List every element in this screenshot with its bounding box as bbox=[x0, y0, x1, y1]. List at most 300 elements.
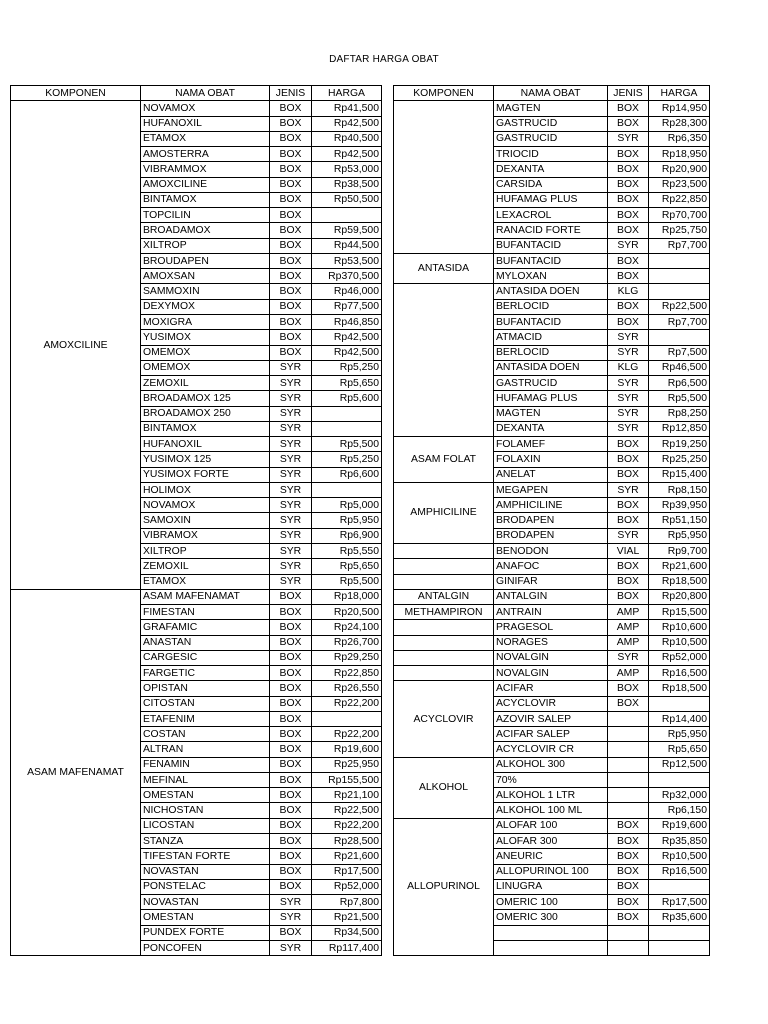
nama-obat-cell: ANTALGIN bbox=[494, 589, 608, 604]
jenis-cell: SYR bbox=[270, 543, 312, 558]
jenis-cell: SYR bbox=[270, 360, 312, 375]
jenis-cell: BOX bbox=[270, 162, 312, 177]
nama-obat-cell: PONSTELAC bbox=[141, 879, 270, 894]
nama-obat-cell: BRODAPEN bbox=[494, 528, 608, 543]
nama-obat-cell: YUSIMOX FORTE bbox=[141, 467, 270, 482]
header-komponen: KOMPONEN bbox=[11, 86, 141, 101]
nama-obat-cell: YUSIMOX bbox=[141, 330, 270, 345]
jenis-cell: BOX bbox=[270, 834, 312, 849]
jenis-cell: BOX bbox=[270, 330, 312, 345]
jenis-cell: BOX bbox=[270, 788, 312, 803]
harga-cell: Rp6,350 bbox=[649, 131, 710, 146]
price-table-right bbox=[393, 85, 710, 956]
jenis-cell: BOX bbox=[270, 849, 312, 864]
table-row bbox=[394, 757, 710, 772]
table-row bbox=[394, 284, 710, 299]
harga-cell: Rp28,300 bbox=[649, 116, 710, 131]
table-row bbox=[394, 543, 710, 558]
komponen-cell bbox=[394, 574, 494, 589]
nama-obat-cell: MEFINAL bbox=[141, 772, 270, 787]
nama-obat-cell: BINTAMOX bbox=[141, 192, 270, 207]
harga-cell: Rp50,500 bbox=[312, 192, 382, 207]
harga-cell: Rp44,500 bbox=[312, 238, 382, 253]
jenis-cell: BOX bbox=[270, 803, 312, 818]
harga-cell: Rp10,600 bbox=[649, 620, 710, 635]
jenis-cell: BOX bbox=[270, 742, 312, 757]
jenis-cell: SYR bbox=[270, 910, 312, 925]
jenis-cell: BOX bbox=[270, 666, 312, 681]
jenis-cell: BOX bbox=[270, 208, 312, 223]
komponen-cell: ALLOPURINOL bbox=[394, 818, 494, 955]
header-row bbox=[394, 86, 710, 101]
harga-cell: Rp19,250 bbox=[649, 437, 710, 452]
nama-obat-cell: STANZA bbox=[141, 834, 270, 849]
harga-cell: Rp52,000 bbox=[312, 879, 382, 894]
harga-cell bbox=[649, 269, 710, 284]
jenis-cell: SYR bbox=[608, 376, 649, 391]
harga-cell: Rp7,700 bbox=[649, 314, 710, 329]
komponen-cell: ALKOHOL bbox=[394, 757, 494, 818]
nama-obat-cell: FOLAMEF bbox=[494, 437, 608, 452]
nama-obat-cell: LINUGRA bbox=[494, 879, 608, 894]
table-row bbox=[394, 620, 710, 635]
jenis-cell: BOX bbox=[608, 269, 649, 284]
harga-cell: Rp19,600 bbox=[312, 742, 382, 757]
nama-obat-cell: BUFANTACID bbox=[494, 314, 608, 329]
harga-cell: Rp117,400 bbox=[312, 940, 382, 955]
nama-obat-cell: AMOXSAN bbox=[141, 269, 270, 284]
nama-obat-cell: OMERIC 300 bbox=[494, 910, 608, 925]
jenis-cell: BOX bbox=[270, 772, 312, 787]
jenis-cell: BOX bbox=[608, 895, 649, 910]
jenis-cell: BOX bbox=[270, 299, 312, 314]
komponen-cell bbox=[394, 635, 494, 650]
nama-obat-cell: GASTRUCID bbox=[494, 116, 608, 131]
header-harga: HARGA bbox=[312, 86, 382, 101]
nama-obat-cell: ACIFAR bbox=[494, 681, 608, 696]
nama-obat-cell: PONCOFEN bbox=[141, 940, 270, 955]
jenis-cell: BOX bbox=[608, 223, 649, 238]
nama-obat-cell: GRAFAMIC bbox=[141, 620, 270, 635]
nama-obat-cell: MEGAPEN bbox=[494, 482, 608, 497]
jenis-cell: BOX bbox=[608, 101, 649, 116]
harga-cell: Rp5,950 bbox=[649, 727, 710, 742]
nama-obat-cell: ACYCLOVIR bbox=[494, 696, 608, 711]
nama-obat-cell: TRIOCID bbox=[494, 147, 608, 162]
jenis-cell: BOX bbox=[270, 620, 312, 635]
nama-obat-cell: FIMESTAN bbox=[141, 605, 270, 620]
jenis-cell: SYR bbox=[608, 421, 649, 436]
header-komponen: KOMPONEN bbox=[394, 86, 494, 101]
jenis-cell: BOX bbox=[608, 162, 649, 177]
harga-cell: Rp25,950 bbox=[312, 757, 382, 772]
nama-obat-cell: HUFANOXIL bbox=[141, 116, 270, 131]
table-row bbox=[394, 482, 710, 497]
nama-obat-cell: TIFESTAN FORTE bbox=[141, 849, 270, 864]
table-row bbox=[394, 635, 710, 650]
harga-cell: Rp25,750 bbox=[649, 223, 710, 238]
nama-obat-cell: BENODON bbox=[494, 543, 608, 558]
nama-obat-cell: ACIFAR SALEP bbox=[494, 727, 608, 742]
jenis-cell: SYR bbox=[608, 528, 649, 543]
harga-cell bbox=[649, 879, 710, 894]
nama-obat-cell: GASTRUCID bbox=[494, 131, 608, 146]
harga-cell: Rp6,150 bbox=[649, 803, 710, 818]
jenis-cell bbox=[608, 925, 649, 940]
nama-obat-cell: BROADAMOX 125 bbox=[141, 391, 270, 406]
jenis-cell: BOX bbox=[270, 284, 312, 299]
nama-obat-cell: BERLOCID bbox=[494, 345, 608, 360]
jenis-cell: BOX bbox=[270, 253, 312, 268]
jenis-cell: SYR bbox=[270, 391, 312, 406]
harga-cell: Rp19,600 bbox=[649, 818, 710, 833]
nama-obat-cell: GASTRUCID bbox=[494, 376, 608, 391]
jenis-cell: SYR bbox=[608, 391, 649, 406]
nama-obat-cell: BINTAMOX bbox=[141, 421, 270, 436]
table-row bbox=[394, 589, 710, 604]
harga-cell: Rp10,500 bbox=[649, 635, 710, 650]
jenis-cell: BOX bbox=[270, 314, 312, 329]
komponen-cell bbox=[394, 101, 494, 254]
harga-cell: Rp16,500 bbox=[649, 666, 710, 681]
jenis-cell: BOX bbox=[270, 147, 312, 162]
harga-cell: Rp10,500 bbox=[649, 849, 710, 864]
jenis-cell: SYR bbox=[270, 513, 312, 528]
jenis-cell: SYR bbox=[270, 406, 312, 421]
komponen-cell: METHAMPIRON bbox=[394, 605, 494, 620]
komponen-cell: ANTASIDA bbox=[394, 253, 494, 284]
komponen-cell: AMOXCILINE bbox=[11, 101, 141, 590]
jenis-cell: SYR bbox=[270, 452, 312, 467]
nama-obat-cell: COSTAN bbox=[141, 727, 270, 742]
harga-cell: Rp21,100 bbox=[312, 788, 382, 803]
harga-cell: Rp22,200 bbox=[312, 818, 382, 833]
jenis-cell: BOX bbox=[608, 498, 649, 513]
harga-cell: Rp24,100 bbox=[312, 620, 382, 635]
nama-obat-cell: OMERIC 100 bbox=[494, 895, 608, 910]
harga-cell: Rp25,250 bbox=[649, 452, 710, 467]
nama-obat-cell bbox=[494, 925, 608, 940]
nama-obat-cell: NORAGES bbox=[494, 635, 608, 650]
jenis-cell: BOX bbox=[608, 696, 649, 711]
harga-cell: Rp70,700 bbox=[649, 208, 710, 223]
nama-obat-cell: VIBRAMMOX bbox=[141, 162, 270, 177]
nama-obat-cell: BROADAMOX bbox=[141, 223, 270, 238]
jenis-cell bbox=[608, 772, 649, 787]
harga-cell: Rp18,500 bbox=[649, 681, 710, 696]
jenis-cell: BOX bbox=[608, 116, 649, 131]
nama-obat-cell: ZEMOXIL bbox=[141, 559, 270, 574]
nama-obat-cell: ETAMOX bbox=[141, 574, 270, 589]
harga-cell: Rp46,850 bbox=[312, 314, 382, 329]
table-row bbox=[394, 101, 710, 116]
jenis-cell: BOX bbox=[270, 727, 312, 742]
harga-cell: Rp21,600 bbox=[649, 559, 710, 574]
nama-obat-cell: XILTROP bbox=[141, 543, 270, 558]
jenis-cell bbox=[608, 803, 649, 818]
jenis-cell: KLG bbox=[608, 360, 649, 375]
jenis-cell: BOX bbox=[608, 879, 649, 894]
harga-cell: Rp42,500 bbox=[312, 345, 382, 360]
jenis-cell: BOX bbox=[608, 818, 649, 833]
harga-cell: Rp29,250 bbox=[312, 650, 382, 665]
nama-obat-cell: ALTRAN bbox=[141, 742, 270, 757]
harga-cell: Rp53,000 bbox=[312, 162, 382, 177]
nama-obat-cell: NOVALGIN bbox=[494, 650, 608, 665]
jenis-cell: BOX bbox=[270, 818, 312, 833]
jenis-cell bbox=[608, 757, 649, 772]
jenis-cell bbox=[608, 727, 649, 742]
nama-obat-cell: ANTASIDA DOEN bbox=[494, 360, 608, 375]
table-row bbox=[11, 589, 382, 604]
komponen-cell: ACYCLOVIR bbox=[394, 681, 494, 757]
jenis-cell: BOX bbox=[270, 177, 312, 192]
jenis-cell: SYR bbox=[270, 559, 312, 574]
harga-cell: Rp12,850 bbox=[649, 421, 710, 436]
jenis-cell: BOX bbox=[270, 864, 312, 879]
nama-obat-cell: OMEMOX bbox=[141, 360, 270, 375]
nama-obat-cell: BROADAMOX 250 bbox=[141, 406, 270, 421]
nama-obat-cell: MAGTEN bbox=[494, 406, 608, 421]
header-row bbox=[11, 86, 382, 101]
price-table-left bbox=[10, 85, 382, 956]
nama-obat-cell: SAMMOXIN bbox=[141, 284, 270, 299]
page-title: DAFTAR HARGA OBAT bbox=[329, 54, 439, 65]
harga-cell bbox=[312, 482, 382, 497]
jenis-cell: BOX bbox=[608, 208, 649, 223]
harga-cell: Rp42,500 bbox=[312, 147, 382, 162]
harga-cell: Rp12,500 bbox=[649, 757, 710, 772]
jenis-cell: BOX bbox=[270, 757, 312, 772]
jenis-cell: AMP bbox=[608, 620, 649, 635]
harga-cell: Rp370,500 bbox=[312, 269, 382, 284]
jenis-cell: BOX bbox=[270, 269, 312, 284]
komponen-cell bbox=[394, 559, 494, 574]
harga-cell: Rp6,600 bbox=[312, 467, 382, 482]
table-row bbox=[394, 574, 710, 589]
harga-cell: Rp5,600 bbox=[312, 391, 382, 406]
komponen-cell bbox=[394, 620, 494, 635]
nama-obat-cell: NOVALGIN bbox=[494, 666, 608, 681]
harga-cell: Rp5,650 bbox=[312, 376, 382, 391]
jenis-cell: BOX bbox=[270, 223, 312, 238]
harga-cell bbox=[649, 940, 710, 955]
jenis-cell: SYR bbox=[270, 940, 312, 955]
jenis-cell: AMP bbox=[608, 635, 649, 650]
jenis-cell: SYR bbox=[608, 345, 649, 360]
harga-cell: Rp16,500 bbox=[649, 864, 710, 879]
table-row bbox=[394, 559, 710, 574]
nama-obat-cell: BERLOCID bbox=[494, 299, 608, 314]
harga-cell: Rp14,400 bbox=[649, 711, 710, 726]
nama-obat-cell: DEXYMOX bbox=[141, 299, 270, 314]
jenis-cell: BOX bbox=[608, 467, 649, 482]
nama-obat-cell: PRAGESOL bbox=[494, 620, 608, 635]
jenis-cell: SYR bbox=[608, 406, 649, 421]
table-row bbox=[394, 437, 710, 452]
nama-obat-cell: FARGETIC bbox=[141, 666, 270, 681]
nama-obat-cell: AMOXCILINE bbox=[141, 177, 270, 192]
harga-cell: Rp6,900 bbox=[312, 528, 382, 543]
harga-cell bbox=[312, 406, 382, 421]
jenis-cell: BOX bbox=[270, 345, 312, 360]
header-jenis: JENIS bbox=[270, 86, 312, 101]
jenis-cell: BOX bbox=[270, 711, 312, 726]
jenis-cell: AMP bbox=[608, 666, 649, 681]
harga-cell: Rp39,950 bbox=[649, 498, 710, 513]
nama-obat-cell: ZEMOXIL bbox=[141, 376, 270, 391]
harga-cell: Rp155,500 bbox=[312, 772, 382, 787]
table-row bbox=[394, 818, 710, 833]
nama-obat-cell: FOLAXIN bbox=[494, 452, 608, 467]
nama-obat-cell: ALKOHOL 1 LTR bbox=[494, 788, 608, 803]
harga-cell bbox=[649, 925, 710, 940]
nama-obat-cell: NOVASTAN bbox=[141, 864, 270, 879]
harga-cell: Rp17,500 bbox=[312, 864, 382, 879]
harga-cell: Rp42,500 bbox=[312, 330, 382, 345]
harga-cell: Rp22,850 bbox=[649, 192, 710, 207]
jenis-cell: BOX bbox=[608, 910, 649, 925]
nama-obat-cell: DEXANTA bbox=[494, 162, 608, 177]
jenis-cell bbox=[608, 742, 649, 757]
nama-obat-cell: ASAM MAFENAMAT bbox=[141, 589, 270, 604]
harga-cell: Rp34,500 bbox=[312, 925, 382, 940]
jenis-cell bbox=[608, 788, 649, 803]
nama-obat-cell: VIBRAMOX bbox=[141, 528, 270, 543]
harga-cell: Rp14,950 bbox=[649, 101, 710, 116]
harga-cell: Rp28,500 bbox=[312, 834, 382, 849]
jenis-cell: BOX bbox=[608, 513, 649, 528]
harga-cell: Rp5,250 bbox=[312, 452, 382, 467]
nama-obat-cell: PUNDEX FORTE bbox=[141, 925, 270, 940]
harga-cell: Rp5,550 bbox=[312, 543, 382, 558]
jenis-cell: BOX bbox=[270, 605, 312, 620]
harga-cell: Rp41,500 bbox=[312, 101, 382, 116]
nama-obat-cell: ANELAT bbox=[494, 467, 608, 482]
jenis-cell: BOX bbox=[608, 299, 649, 314]
harga-cell bbox=[649, 253, 710, 268]
table-row bbox=[394, 650, 710, 665]
harga-cell bbox=[312, 208, 382, 223]
header-nama-obat: NAMA OBAT bbox=[494, 86, 608, 101]
nama-obat-cell: NOVAMOX bbox=[141, 101, 270, 116]
jenis-cell: BOX bbox=[608, 452, 649, 467]
jenis-cell: SYR bbox=[608, 238, 649, 253]
jenis-cell: SYR bbox=[608, 131, 649, 146]
harga-cell: Rp18,500 bbox=[649, 574, 710, 589]
jenis-cell: BOX bbox=[608, 314, 649, 329]
jenis-cell: SYR bbox=[270, 376, 312, 391]
harga-cell: Rp5,650 bbox=[312, 559, 382, 574]
nama-obat-cell: ATMACID bbox=[494, 330, 608, 345]
harga-cell bbox=[649, 696, 710, 711]
harga-cell: Rp22,850 bbox=[312, 666, 382, 681]
harga-cell: Rp20,500 bbox=[312, 605, 382, 620]
harga-cell: Rp5,500 bbox=[649, 391, 710, 406]
nama-obat-cell: YUSIMOX 125 bbox=[141, 452, 270, 467]
header-jenis: JENIS bbox=[608, 86, 649, 101]
harga-cell: Rp21,500 bbox=[312, 910, 382, 925]
jenis-cell: KLG bbox=[608, 284, 649, 299]
table-row bbox=[394, 666, 710, 681]
harga-cell: Rp6,500 bbox=[649, 376, 710, 391]
jenis-cell: BOX bbox=[270, 116, 312, 131]
harga-cell bbox=[649, 284, 710, 299]
nama-obat-cell: BROUDAPEN bbox=[141, 253, 270, 268]
table-row bbox=[11, 101, 382, 116]
nama-obat-cell: MAGTEN bbox=[494, 101, 608, 116]
nama-obat-cell: ACYCLOVIR CR bbox=[494, 742, 608, 757]
jenis-cell: BOX bbox=[608, 437, 649, 452]
jenis-cell: BOX bbox=[270, 635, 312, 650]
harga-cell: Rp46,500 bbox=[649, 360, 710, 375]
harga-cell: Rp23,500 bbox=[649, 177, 710, 192]
nama-obat-cell: ETAMOX bbox=[141, 131, 270, 146]
nama-obat-cell: 70% bbox=[494, 772, 608, 787]
jenis-cell: BOX bbox=[270, 650, 312, 665]
harga-cell: Rp5,000 bbox=[312, 498, 382, 513]
harga-cell: Rp21,600 bbox=[312, 849, 382, 864]
harga-cell bbox=[649, 330, 710, 345]
table-row bbox=[394, 681, 710, 696]
nama-obat-cell: NICHOSTAN bbox=[141, 803, 270, 818]
jenis-cell: SYR bbox=[270, 895, 312, 910]
jenis-cell: SYR bbox=[270, 528, 312, 543]
harga-cell: Rp7,700 bbox=[649, 238, 710, 253]
nama-obat-cell: NOVASTAN bbox=[141, 895, 270, 910]
nama-obat-cell: MOXIGRA bbox=[141, 314, 270, 329]
komponen-cell: ASAM FOLAT bbox=[394, 437, 494, 483]
harga-cell: Rp17,500 bbox=[649, 895, 710, 910]
jenis-cell: BOX bbox=[608, 147, 649, 162]
nama-obat-cell: ALOFAR 300 bbox=[494, 834, 608, 849]
harga-cell: Rp32,000 bbox=[649, 788, 710, 803]
jenis-cell: BOX bbox=[608, 864, 649, 879]
nama-obat-cell: ALOFAR 100 bbox=[494, 818, 608, 833]
harga-cell: Rp20,900 bbox=[649, 162, 710, 177]
harga-cell: Rp46,000 bbox=[312, 284, 382, 299]
komponen-cell bbox=[394, 666, 494, 681]
jenis-cell: BOX bbox=[270, 879, 312, 894]
jenis-cell: BOX bbox=[608, 834, 649, 849]
jenis-cell: SYR bbox=[608, 330, 649, 345]
nama-obat-cell: GINIFAR bbox=[494, 574, 608, 589]
nama-obat-cell: RANACID FORTE bbox=[494, 223, 608, 238]
harga-cell: Rp5,950 bbox=[312, 513, 382, 528]
harga-cell: Rp26,700 bbox=[312, 635, 382, 650]
nama-obat-cell: AZOVIR SALEP bbox=[494, 711, 608, 726]
harga-cell: Rp5,500 bbox=[312, 574, 382, 589]
jenis-cell: BOX bbox=[608, 589, 649, 604]
nama-obat-cell: ALKOHOL 100 ML bbox=[494, 803, 608, 818]
jenis-cell: BOX bbox=[608, 253, 649, 268]
jenis-cell: SYR bbox=[608, 650, 649, 665]
harga-cell: Rp22,200 bbox=[312, 727, 382, 742]
nama-obat-cell: OPISTAN bbox=[141, 681, 270, 696]
harga-cell: Rp18,000 bbox=[312, 589, 382, 604]
jenis-cell: BOX bbox=[608, 681, 649, 696]
harga-cell: Rp42,500 bbox=[312, 116, 382, 131]
jenis-cell: BOX bbox=[608, 192, 649, 207]
harga-cell: Rp35,600 bbox=[649, 910, 710, 925]
nama-obat-cell: DEXANTA bbox=[494, 421, 608, 436]
jenis-cell bbox=[608, 940, 649, 955]
jenis-cell: BOX bbox=[270, 101, 312, 116]
nama-obat-cell: ANAFOC bbox=[494, 559, 608, 574]
komponen-cell: ASAM MAFENAMAT bbox=[11, 589, 141, 955]
nama-obat-cell: ANTASIDA DOEN bbox=[494, 284, 608, 299]
harga-cell bbox=[312, 421, 382, 436]
